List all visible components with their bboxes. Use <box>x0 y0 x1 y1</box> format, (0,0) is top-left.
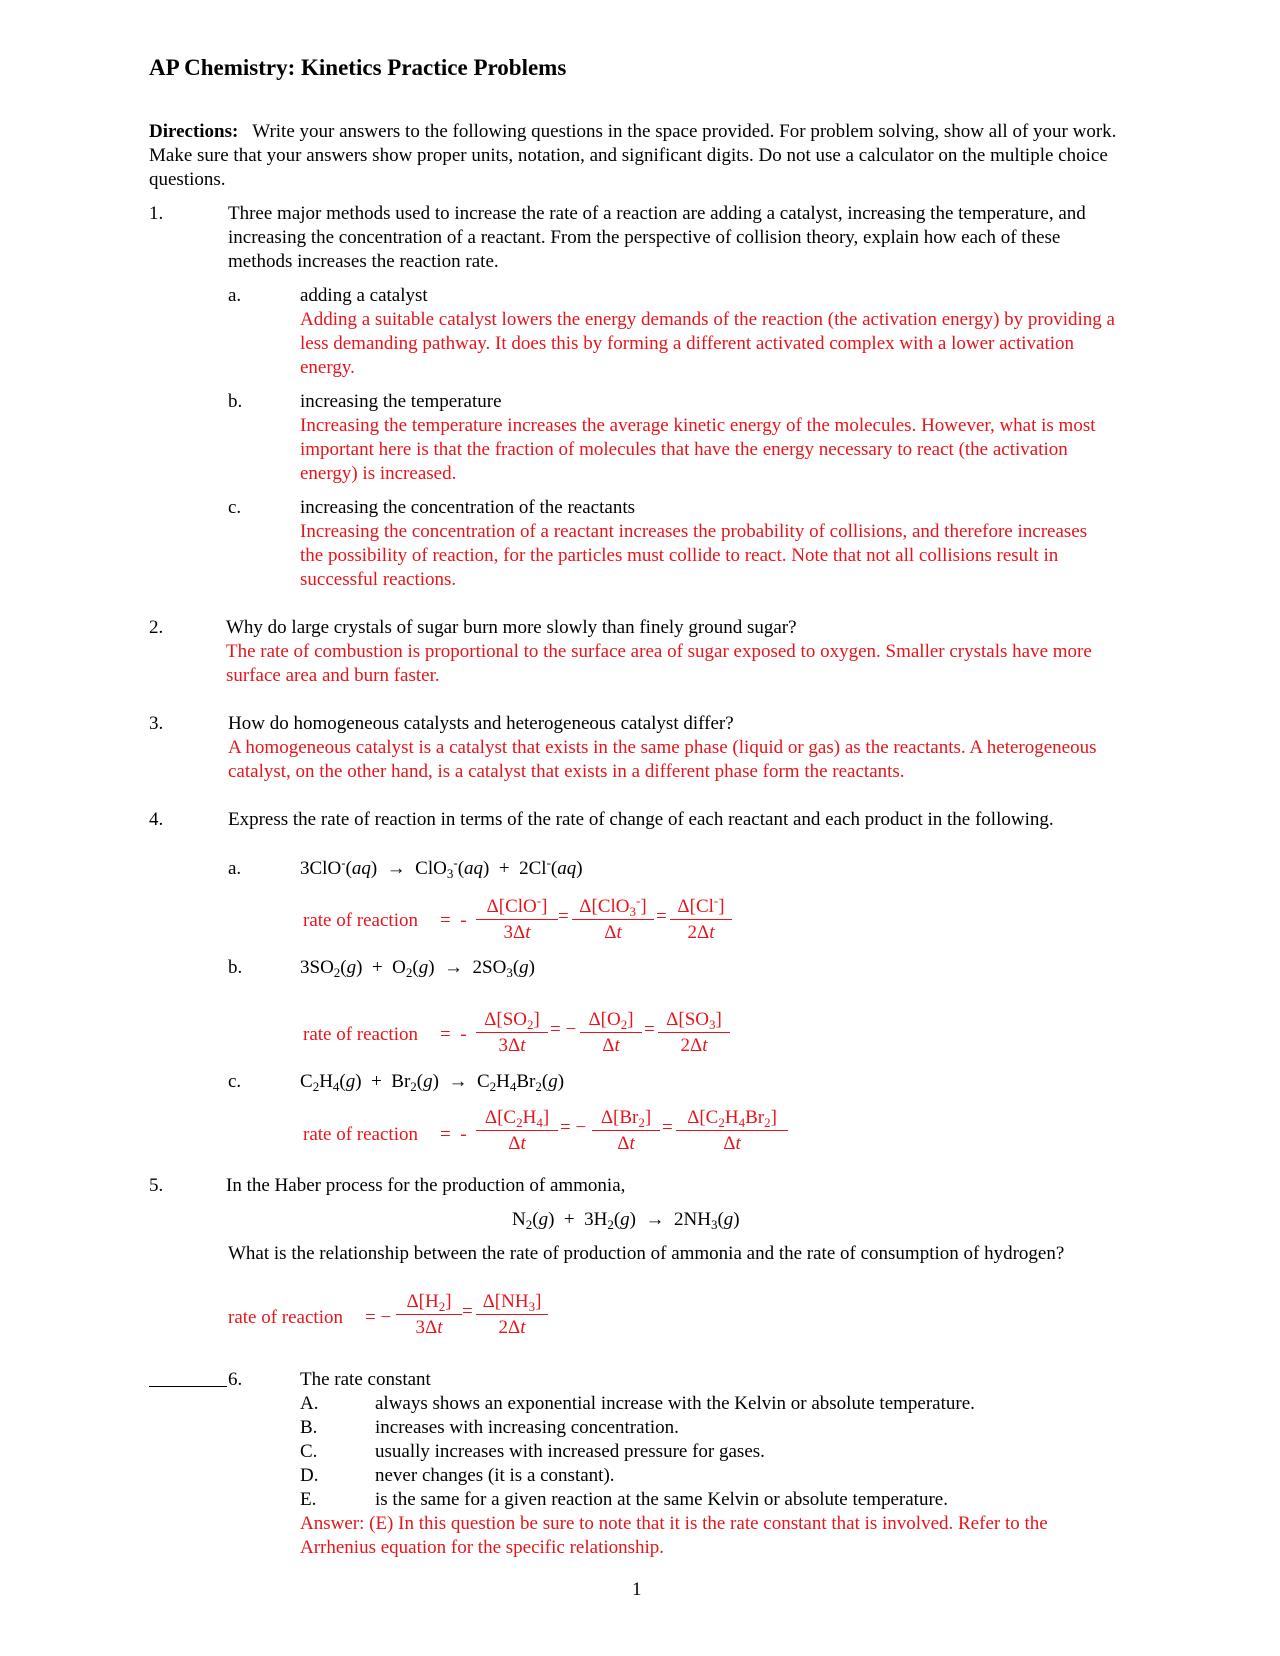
equation-4b: $3SO_2(g) + O_2(g) \to 2SO_3(g)$ <box>300 957 535 980</box>
question-2-text: Why do large crystals of sugar burn more slowly than finely ground sugar? <box>226 617 797 638</box>
question-1a-text: adding a catalyst <box>300 285 428 306</box>
equals-sign: = <box>656 906 667 927</box>
question-1b-letter: b. <box>228 391 243 412</box>
equals-sign: = <box>662 1117 673 1138</box>
equals-sign: = <box>644 1019 655 1040</box>
rate-fraction-so2: $\frac{\Delta[SO_2]}{3\Delta t}$ <box>476 1008 548 1059</box>
question-6-number: 6. <box>228 1369 243 1390</box>
question-4b-letter: b. <box>228 957 243 978</box>
question-6-text: The rate constant <box>300 1369 431 1390</box>
question-1-text: Three major methods used to increase the rate of a reaction are adding a catalyst, increasing the temperature, and increasing the concentration of a reactant. From the perspective of collision theory, explain how each of these methods increases the reaction rate. <box>228 203 1086 272</box>
option-c-text: usually increases with increased pressure for gases. <box>375 1441 765 1462</box>
rate-fraction-br2: $\frac{\Delta[Br_2]}{\Delta t}$ <box>592 1106 660 1157</box>
question-1c-answer: Increasing the concentration of a reactant increases the probability of collisions, and therefore increases the possibility of reaction, for the particles must collide to react. Note that not all collisions result in successful reactions. <box>300 521 1088 590</box>
option-c-letter: C. <box>300 1441 318 1462</box>
page-title: AP Chemistry: Kinetics Practice Problems <box>149 55 567 80</box>
option-d-text: never changes (it is a constant). <box>375 1465 615 1486</box>
answer-blank[interactable] <box>149 1386 227 1387</box>
question-6-answer: Answer: (E) In this question be sure to note that it is the rate constant that is involved. Refer to the Arrhenius equation for the specific relationship. <box>300 1513 1048 1558</box>
rate-fraction-h2: $\frac{\Delta[H_2]}{3\Delta t}$ <box>396 1290 462 1341</box>
option-d-letter: D. <box>300 1465 319 1486</box>
question-3-number: 3. <box>149 713 164 734</box>
option-a-text: always shows an exponential increase with the Kelvin or absolute temperature. <box>375 1393 975 1414</box>
question-1a-answer: Adding a suitable catalyst lowers the energy demands of the reaction (the activation energy) by providing a less demanding pathway. It does this by forming a different activated complex with a lower activation energy. <box>300 309 1115 378</box>
directions-label: Directions: <box>149 121 239 142</box>
rate-fraction-clo3: Δ[ClO$_3$-] Δt <box>572 895 654 946</box>
question-2-answer: The rate of combustion is proportional to the surface area of sugar exposed to oxygen. Smaller crystals have more surface area and burn faster. <box>226 641 1092 686</box>
rate-label-4a: rate of reaction <box>303 910 418 931</box>
equation-4c: $C_2H_4(g) + Br_2(g) \to C_2H_4Br_2(g)$ <box>300 1071 565 1094</box>
question-1a-letter: a. <box>228 285 242 306</box>
equals-sign: = - <box>440 1024 467 1045</box>
option-e-text: is the same for a given reaction at the same Kelvin or absolute temperature. <box>375 1489 948 1510</box>
equals-sign: = <box>462 1301 473 1322</box>
rate-fraction-o2: $\frac{\Delta[O_2]}{\Delta t}$ <box>580 1008 642 1059</box>
rate-fraction-c2h4br2: $\frac{\Delta[C_2H_4Br_2]}{\Delta t}$ <box>676 1106 788 1157</box>
question-4-number: 4. <box>149 809 164 830</box>
equals-sign: = − <box>560 1117 587 1138</box>
equation-5: $N_2(g) + 3H_2(g) \to 2NH_3(g)$ <box>512 1209 740 1232</box>
equation-4a: 3ClO-(aq) → ClO$_3$-(aq) + 2Cl-(aq) <box>300 855 583 881</box>
option-a-letter: A. <box>300 1393 319 1414</box>
rate-fraction-clo: Δ[ClO-] 3Δt <box>476 895 558 946</box>
question-2-number: 2. <box>149 617 164 638</box>
question-1b-answer: Increasing the temperature increases the average kinetic energy of the molecules. However, what is most important here is that the fraction of molecules that have the energy necessary to react (the activation energy) is increased. <box>300 415 1096 484</box>
rate-label-5: rate of reaction <box>228 1307 343 1328</box>
option-e-letter: E. <box>300 1489 317 1510</box>
rate-fraction-so3: $\frac{\Delta[SO_3]}{2\Delta t}$ <box>658 1008 730 1059</box>
directions-text: Write your answers to the following questions in the space provided. For problem solving, show all of your work. Make sure that your answers show proper units, notation, and significant digits. Do not use a calculator on the multiple choice questions. <box>149 121 1117 190</box>
question-4-text: Express the rate of reaction in terms of the rate of change of each reactant and each product in the following. <box>228 809 1054 830</box>
question-3-text: How do homogeneous catalysts and heterogeneous catalyst differ? <box>228 713 734 734</box>
rate-fraction-cl: $\frac{\Delta[Cl^-]}{2\Delta t}$ <box>670 895 732 946</box>
question-1-number: 1. <box>149 203 164 224</box>
question-4a-letter: a. <box>228 858 242 879</box>
question-3-answer: A homogeneous catalyst is a catalyst that exists in the same phase (liquid or gas) as the reactants. A heterogeneous catalyst, on the other hand, is a catalyst that exists in a different phase form the reactants. <box>228 737 1097 782</box>
rate-fraction-c2h4: $\frac{\Delta[C_2H_4]}{\Delta t}$ <box>476 1106 558 1157</box>
equals-sign: = <box>558 906 569 927</box>
question-1c-letter: c. <box>228 497 242 518</box>
question-1c-text: increasing the concentration of the reactants <box>300 497 635 518</box>
question-5-text: In the Haber process for the production of ammonia, <box>226 1175 626 1196</box>
rate-label-4b: rate of reaction <box>303 1024 418 1045</box>
rate-label-4c: rate of reaction <box>303 1124 418 1145</box>
question-4c-letter: c. <box>228 1071 242 1092</box>
page-number: 1 <box>632 1579 642 1600</box>
equals-sign: = − <box>365 1307 392 1328</box>
equals-sign: = − <box>550 1019 577 1040</box>
option-b-letter: B. <box>300 1417 318 1438</box>
question-5-number: 5. <box>149 1175 164 1196</box>
option-b-text: increases with increasing concentration. <box>375 1417 679 1438</box>
equals-sign: = - <box>440 1124 467 1145</box>
question-1b-text: increasing the temperature <box>300 391 502 412</box>
rate-fraction-nh3: $\frac{\Delta[NH_3]}{2\Delta t}$ <box>476 1290 548 1341</box>
directions <box>149 120 1139 192</box>
question-5-question: What is the relationship between the rate of production of ammonia and the rate of consumption of hydrogen? <box>228 1243 1065 1264</box>
equals-sign: = - <box>440 910 467 931</box>
